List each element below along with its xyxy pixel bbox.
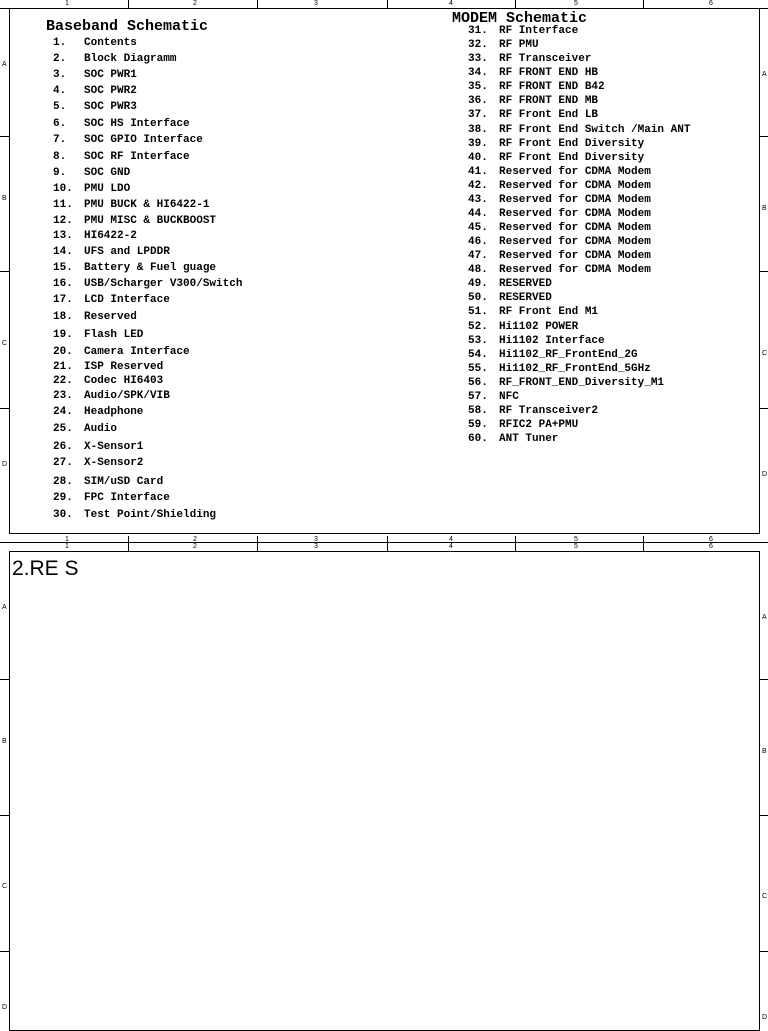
- modem-list-item: [468, 25, 578, 37]
- item-label: X-Sensor2: [84, 457, 144, 469]
- modem-list-item: [468, 419, 578, 431]
- item-label: Flash LED: [84, 329, 144, 341]
- item-number: 34.: [468, 67, 488, 80]
- item-number: 1.: [53, 37, 67, 49]
- modem-list-item: [468, 363, 651, 375]
- item-label: Reserved for CDMA Modem: [499, 193, 651, 206]
- item-label: RF Front End Diversity: [499, 137, 645, 150]
- item-label: RF Interface: [499, 25, 579, 37]
- item-label: RF PMU: [499, 39, 539, 52]
- item-number: 10.: [53, 183, 73, 195]
- baseband-list-item: [53, 118, 190, 130]
- item-number: 57.: [468, 390, 488, 403]
- sheet2-column-number: 5: [574, 536, 578, 543]
- sheet1-row-letter-right: A: [762, 71, 767, 78]
- item-label: Reserved for CDMA Modem: [499, 165, 651, 178]
- modem-list-item: [468, 292, 552, 304]
- modem-list-item: [468, 236, 651, 248]
- modem-list-item: [468, 250, 651, 262]
- modem-list-item: [468, 180, 651, 192]
- item-number: 2.: [53, 53, 67, 65]
- sheet1-row-divider: [0, 136, 10, 137]
- item-number: 5.: [53, 101, 67, 113]
- item-label: FPC Interface: [84, 492, 170, 504]
- item-number: 54.: [468, 348, 488, 361]
- item-number: 45.: [468, 222, 488, 234]
- item-label: RF Front End Diversity: [499, 151, 645, 164]
- item-label: Codec HI6403: [84, 375, 164, 387]
- item-number: 33.: [468, 53, 488, 66]
- item-number: 58.: [468, 404, 488, 417]
- baseband-list-item: [53, 278, 242, 290]
- item-number: 39.: [468, 137, 488, 150]
- item-number: 53.: [468, 334, 488, 347]
- baseband-list-item: [53, 423, 117, 435]
- item-number: 4.: [53, 85, 67, 97]
- baseband-list-item: [53, 457, 143, 469]
- baseband-schematic-title: Baseband Schematic: [46, 18, 209, 35]
- item-number: 42.: [468, 179, 488, 192]
- item-number: 20.: [53, 346, 73, 358]
- item-label: RFIC2 PA+PMU: [499, 419, 579, 431]
- sheet2-row-letter-left: A: [2, 604, 7, 611]
- item-number: 47.: [468, 250, 488, 263]
- item-number: 19.: [53, 329, 73, 341]
- item-label: Contents: [84, 37, 137, 49]
- baseband-list-item: [53, 492, 170, 504]
- sheet1-row-letter-left: D: [2, 461, 8, 468]
- sheet2-column-number: 4: [449, 543, 453, 550]
- block-diagram-title: 2.RE S: [12, 557, 79, 580]
- item-label: UFS and LPDDR: [84, 246, 170, 258]
- item-label: ISP Reserved: [84, 361, 164, 373]
- item-label: RF Front End Switch /Main ANT: [499, 123, 691, 136]
- item-number: 27.: [53, 457, 73, 469]
- baseband-list-item: [53, 361, 163, 373]
- item-label: Headphone: [84, 406, 144, 418]
- item-label: SOC GND: [84, 167, 131, 179]
- item-label: ANT Tuner: [499, 433, 559, 445]
- sheet1-column-divider: [515, 0, 516, 8]
- baseband-list-item: [53, 509, 216, 521]
- item-number: 17.: [53, 294, 73, 306]
- modem-list-item: [468, 53, 591, 65]
- item-number: 37.: [468, 109, 488, 122]
- item-number: 51.: [468, 306, 488, 319]
- item-label: RF Front End LB: [499, 109, 599, 122]
- baseband-list-item: [53, 311, 137, 323]
- item-number: 52.: [468, 320, 488, 333]
- baseband-list-item: [53, 199, 209, 211]
- modem-list-item: [468, 152, 644, 164]
- item-label: NFC: [499, 390, 519, 403]
- sheet2-column-divider: [128, 536, 129, 551]
- item-number: 56.: [468, 376, 488, 389]
- sheet2-top-ruler-line: [0, 542, 768, 543]
- sheet2-row-divider: [0, 679, 10, 680]
- sheet2-row-letter-left: D: [2, 1004, 8, 1011]
- item-label: Test Point/Shielding: [84, 509, 217, 521]
- sheet2-row-divider: [0, 951, 10, 952]
- item-number: 41.: [468, 165, 488, 178]
- sheet1-column-number: 2: [193, 0, 197, 7]
- baseband-list-item: [53, 230, 137, 242]
- item-label: RF FRONT END HB: [499, 67, 599, 80]
- modem-list-item: [468, 222, 651, 234]
- modem-list-item: [468, 138, 644, 150]
- sheet1-column-divider: [643, 0, 644, 8]
- item-label: Audio: [84, 423, 118, 435]
- baseband-list-item: [53, 37, 137, 49]
- item-label: PMU MISC & BUCKBOOST: [84, 215, 217, 227]
- item-label: Hi1102 Interface: [499, 334, 605, 347]
- item-number: 21.: [53, 361, 73, 373]
- modem-list-item: [468, 124, 690, 136]
- item-label: USB/Scharger V300/Switch: [84, 278, 243, 290]
- baseband-list-item: [53, 441, 143, 453]
- item-number: 38.: [468, 123, 488, 136]
- item-label: SOC RF Interface: [84, 151, 190, 163]
- item-number: 25.: [53, 423, 73, 435]
- sheet2-column-number: 6: [709, 536, 713, 543]
- sheet2-frame: [9, 551, 760, 1031]
- item-number: 35.: [468, 81, 488, 94]
- baseband-list-item: [53, 246, 170, 258]
- item-number: 48.: [468, 264, 488, 277]
- sheet1-row-letter-right: C: [762, 350, 768, 357]
- item-number: 24.: [53, 406, 73, 418]
- sheet2-row-letter-left: B: [2, 738, 7, 745]
- sheet2-column-number: 2: [193, 543, 197, 550]
- item-label: Reserved for CDMA Modem: [499, 250, 651, 263]
- modem-list-item: [468, 278, 552, 290]
- modem-list-item: [468, 95, 598, 107]
- sheet2-column-number: 3: [314, 543, 318, 550]
- item-label: Camera Interface: [84, 346, 190, 358]
- baseband-list-item: [53, 294, 170, 306]
- sheet1-row-divider: [0, 408, 10, 409]
- item-number: 23.: [53, 390, 73, 402]
- sheet2-row-divider: [0, 815, 10, 816]
- sheet1-row-divider: [760, 408, 768, 409]
- modem-list-item: [468, 208, 651, 220]
- sheet2-column-divider: [387, 536, 388, 551]
- modem-list-item: [468, 377, 664, 389]
- item-label: RESERVED: [499, 292, 552, 305]
- modem-list-item: [468, 391, 519, 403]
- baseband-list-item: [53, 329, 143, 341]
- baseband-list-item: [53, 390, 170, 402]
- baseband-list-item: [53, 406, 143, 418]
- item-label: Hi1102_RF_FrontEnd_2G: [499, 348, 638, 361]
- baseband-list-item: [53, 53, 176, 65]
- item-number: 11.: [53, 199, 73, 211]
- sheet1-row-divider: [760, 136, 768, 137]
- item-label: Reserved: [84, 311, 137, 323]
- modem-list-item: [468, 306, 598, 318]
- modem-list-item: [468, 67, 598, 79]
- item-label: Hi1102_RF_FrontEnd_5GHz: [499, 362, 651, 375]
- baseband-list-item: [53, 85, 137, 97]
- sheet2-row-divider: [760, 815, 768, 816]
- item-label: Reserved for CDMA Modem: [499, 207, 651, 220]
- baseband-list-item: [53, 151, 190, 163]
- sheet1-row-letter-left: A: [2, 61, 7, 68]
- modem-list-item: [468, 166, 651, 178]
- sheet2-column-number: 1: [65, 543, 69, 550]
- item-label: Reserved for CDMA Modem: [499, 264, 651, 277]
- item-label: PMU BUCK & HI6422-1: [84, 199, 210, 211]
- sheet2-column-number: 5: [574, 543, 578, 550]
- item-number: 43.: [468, 193, 488, 206]
- item-number: 32.: [468, 39, 488, 52]
- item-label: Reserved for CDMA Modem: [499, 179, 651, 192]
- item-label: LCD Interface: [84, 294, 170, 306]
- item-number: 18.: [53, 311, 73, 323]
- item-number: 14.: [53, 246, 73, 258]
- item-label: X-Sensor1: [84, 441, 144, 453]
- item-label: SOC PWR2: [84, 85, 137, 97]
- item-number: 31.: [468, 25, 488, 37]
- item-number: 26.: [53, 441, 73, 453]
- sheet1-column-number: 3: [314, 0, 318, 7]
- modem-list-item: [468, 81, 605, 93]
- sheet2-row-letter-left: C: [2, 883, 8, 890]
- baseband-list-item: [53, 134, 203, 146]
- item-label: RF_FRONT_END_Diversity_M1: [499, 376, 665, 389]
- modem-list-item: [468, 405, 598, 417]
- sheet2-column-divider: [515, 536, 516, 551]
- item-label: SOC PWR3: [84, 101, 137, 113]
- baseband-list-item: [53, 476, 163, 488]
- sheet1-column-divider: [128, 0, 129, 8]
- item-label: HI6422-2: [84, 230, 137, 242]
- sheet1-row-letter-right: B: [762, 205, 767, 212]
- sheet2-row-letter-right: B: [762, 748, 767, 755]
- item-label: SOC PWR1: [84, 69, 137, 81]
- modem-list-item: [468, 39, 539, 51]
- sheet2-row-letter-right: A: [762, 614, 767, 621]
- item-number: 16.: [53, 278, 73, 290]
- item-number: 6.: [53, 118, 67, 130]
- baseband-list-item: [53, 101, 137, 113]
- modem-list-item: [468, 264, 651, 276]
- item-number: 30.: [53, 509, 73, 521]
- sheet1-column-number: 4: [449, 0, 453, 7]
- item-number: 8.: [53, 151, 67, 163]
- item-number: 59.: [468, 419, 488, 431]
- sheet1-row-divider: [0, 271, 10, 272]
- sheet2-column-number: 3: [314, 536, 318, 543]
- baseband-list-item: [53, 346, 190, 358]
- item-number: 50.: [468, 292, 488, 305]
- item-number: 13.: [53, 230, 73, 242]
- item-number: 55.: [468, 362, 488, 375]
- item-label: RESERVED: [499, 278, 552, 291]
- baseband-list-item: [53, 167, 130, 179]
- item-number: 46.: [468, 236, 488, 249]
- sheet2-column-number: 1: [65, 536, 69, 543]
- sheet2-row-divider: [760, 951, 768, 952]
- sheet1-column-divider: [387, 0, 388, 8]
- modem-list-item: [468, 433, 558, 445]
- item-number: 60.: [468, 433, 488, 445]
- sheet2-row-letter-right: D: [762, 1014, 768, 1021]
- modem-list-item: [468, 321, 578, 333]
- item-number: 36.: [468, 95, 488, 108]
- item-number: 9.: [53, 167, 67, 179]
- sheet1-row-letter-left: B: [2, 195, 7, 202]
- baseband-list-item: [53, 262, 216, 274]
- item-number: 28.: [53, 476, 73, 488]
- sheet2-row-divider: [760, 679, 768, 680]
- sheet1-column-divider: [257, 0, 258, 8]
- item-number: 3.: [53, 69, 67, 81]
- item-number: 44.: [468, 207, 488, 220]
- sheet1-column-number: 6: [709, 0, 713, 7]
- item-label: RF FRONT END MB: [499, 95, 599, 108]
- sheet1-column-number: 5: [574, 0, 578, 7]
- item-label: Reserved for CDMA Modem: [499, 236, 651, 249]
- item-label: PMU LDO: [84, 183, 131, 195]
- item-label: RF Front End M1: [499, 306, 599, 319]
- baseband-list-item: [53, 183, 130, 195]
- item-label: SOC GPIO Interface: [84, 134, 203, 146]
- modem-list-item: [468, 194, 651, 206]
- item-number: 12.: [53, 215, 73, 227]
- item-label: RF FRONT END B42: [499, 81, 605, 94]
- baseband-list-item: [53, 69, 137, 81]
- item-label: Audio/SPK/VIB: [84, 390, 170, 402]
- item-number: 40.: [468, 151, 488, 164]
- item-label: Reserved for CDMA Modem: [499, 222, 651, 234]
- item-label: Hi1102 POWER: [499, 320, 579, 333]
- sheet1-row-letter-right: D: [762, 471, 768, 478]
- sheet2-column-divider: [643, 536, 644, 551]
- sheet2-column-divider: [257, 536, 258, 551]
- modem-schematic-title: MODEM Schematic: [452, 10, 588, 27]
- sheet2-row-letter-right: C: [762, 893, 768, 900]
- item-number: 15.: [53, 262, 73, 274]
- modem-list-item: [468, 335, 605, 347]
- item-label: RF Transceiver: [499, 53, 592, 66]
- item-label: SOC HS Interface: [84, 118, 190, 130]
- sheet2-column-number: 4: [449, 536, 453, 543]
- sheet2-column-number: 2: [193, 536, 197, 543]
- baseband-list-item: [53, 215, 216, 227]
- item-label: Block Diagramm: [84, 53, 177, 65]
- sheet1-row-letter-left: C: [2, 340, 8, 347]
- modem-list-item: [468, 349, 638, 361]
- sheet1-column-number: 1: [65, 0, 69, 7]
- sheet1-row-divider: [760, 271, 768, 272]
- item-label: Battery & Fuel guage: [84, 262, 217, 274]
- modem-list-item: [468, 109, 598, 121]
- item-label: SIM/uSD Card: [84, 476, 164, 488]
- item-number: 22.: [53, 375, 73, 387]
- sheet2-column-number: 6: [709, 543, 713, 550]
- item-number: 7.: [53, 134, 67, 146]
- item-number: 29.: [53, 492, 73, 504]
- baseband-list-item: [53, 375, 163, 387]
- item-number: 49.: [468, 278, 488, 291]
- item-label: RF Transceiver2: [499, 404, 599, 417]
